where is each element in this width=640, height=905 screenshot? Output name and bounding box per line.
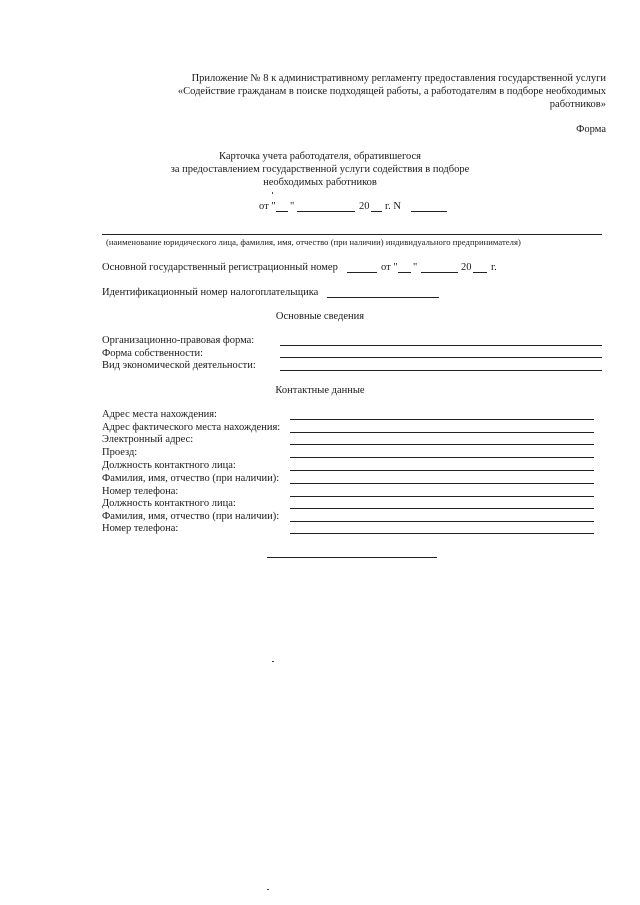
appendix-header-line1: Приложение № 8 к административному регламенту предоставления государственной услуги	[191, 73, 606, 84]
date-from-label: от "	[259, 201, 276, 212]
scan-speck	[272, 192, 273, 194]
card-title	[0, 150, 640, 189]
date-quote-close: "	[290, 201, 295, 212]
ogrn-label: Основной государственный регистрационный номер	[102, 262, 338, 273]
ogrn-field[interactable]	[347, 272, 377, 273]
contact-fullname-field-2[interactable]	[290, 521, 594, 522]
activity-type-field[interactable]	[280, 370, 602, 371]
card-title-line1: Карточка учета работодателя, обратившегося	[218, 151, 422, 162]
activity-type-label: Вид экономической деятельности:	[102, 360, 256, 371]
inn-field[interactable]	[327, 297, 439, 298]
contact-position-field-2[interactable]	[290, 508, 594, 509]
date-number-label: г. N	[385, 201, 401, 212]
directions-field[interactable]	[290, 457, 594, 458]
signature-field[interactable]	[267, 557, 437, 558]
contact-fullname-label-1: Фамилия, имя, отчество (при наличии):	[102, 473, 280, 484]
scan-speck	[272, 661, 274, 662]
legal-form-label: Организационно-правовая форма:	[102, 335, 255, 346]
scan-speck	[267, 889, 269, 890]
card-title-line3: необходимых работников	[263, 177, 377, 188]
contact-fullname-label-2: Фамилия, имя, отчество (при наличии):	[102, 511, 280, 522]
legal-form-field[interactable]	[280, 345, 602, 346]
ownership-form-label: Форма собственности:	[102, 348, 204, 359]
ogrn-from-label: от "	[381, 262, 398, 273]
address-label: Адрес места нахождения:	[102, 409, 217, 420]
date-month-field[interactable]	[297, 211, 355, 212]
appendix-header	[166, 72, 606, 111]
actual-address-field[interactable]	[290, 432, 594, 433]
appendix-header-line2: «Содействие гражданам в поиске подходящей работы, а работодателям в подборе необходимых	[177, 86, 606, 97]
contact-position-label-2: Должность контактного лица:	[102, 498, 236, 509]
contact-position-field-1[interactable]	[290, 470, 594, 471]
ogrn-year-label: 20	[461, 262, 472, 273]
employer-name-caption: (наименование юридического лица, фамилия, имя, отчество (при наличии) индивидуального предпринимателя)	[106, 237, 521, 247]
date-year-field[interactable]	[371, 211, 382, 212]
card-title-line2: за предоставлением государственной услуги содействия в подборе	[170, 164, 470, 175]
address-field[interactable]	[290, 419, 594, 420]
form-label: Форма	[576, 124, 606, 135]
date-year-label: 20	[359, 201, 370, 212]
ogrn-day-field[interactable]	[398, 272, 411, 273]
directions-label: Проезд:	[102, 447, 138, 458]
contacts-title: Контактные данные	[275, 385, 365, 396]
employer-name-field[interactable]	[102, 234, 602, 235]
basic-info-title: Основные сведения	[275, 311, 365, 322]
ogrn-quote-close: "	[413, 262, 418, 273]
contact-phone-label-2: Номер телефона:	[102, 523, 179, 534]
ogrn-year-field[interactable]	[473, 272, 487, 273]
email-label: Электронный адрес:	[102, 434, 194, 445]
contact-phone-field-2[interactable]	[290, 533, 594, 534]
ownership-form-field[interactable]	[280, 357, 602, 358]
email-field[interactable]	[290, 444, 594, 445]
actual-address-label: Адрес фактического места нахождения:	[102, 422, 281, 433]
contact-phone-field-1[interactable]	[290, 496, 594, 497]
inn-label: Идентификационный номер налогоплательщика	[102, 287, 319, 298]
contact-fullname-field-1[interactable]	[290, 483, 594, 484]
date-number-field[interactable]	[411, 211, 447, 212]
ogrn-month-field[interactable]	[421, 272, 458, 273]
contact-phone-label-1: Номер телефона:	[102, 486, 179, 497]
ogrn-year-suffix: г.	[491, 262, 497, 273]
date-day-field[interactable]	[276, 211, 288, 212]
contact-position-label-1: Должность контактного лица:	[102, 460, 236, 471]
appendix-header-line3: работников»	[549, 99, 606, 110]
